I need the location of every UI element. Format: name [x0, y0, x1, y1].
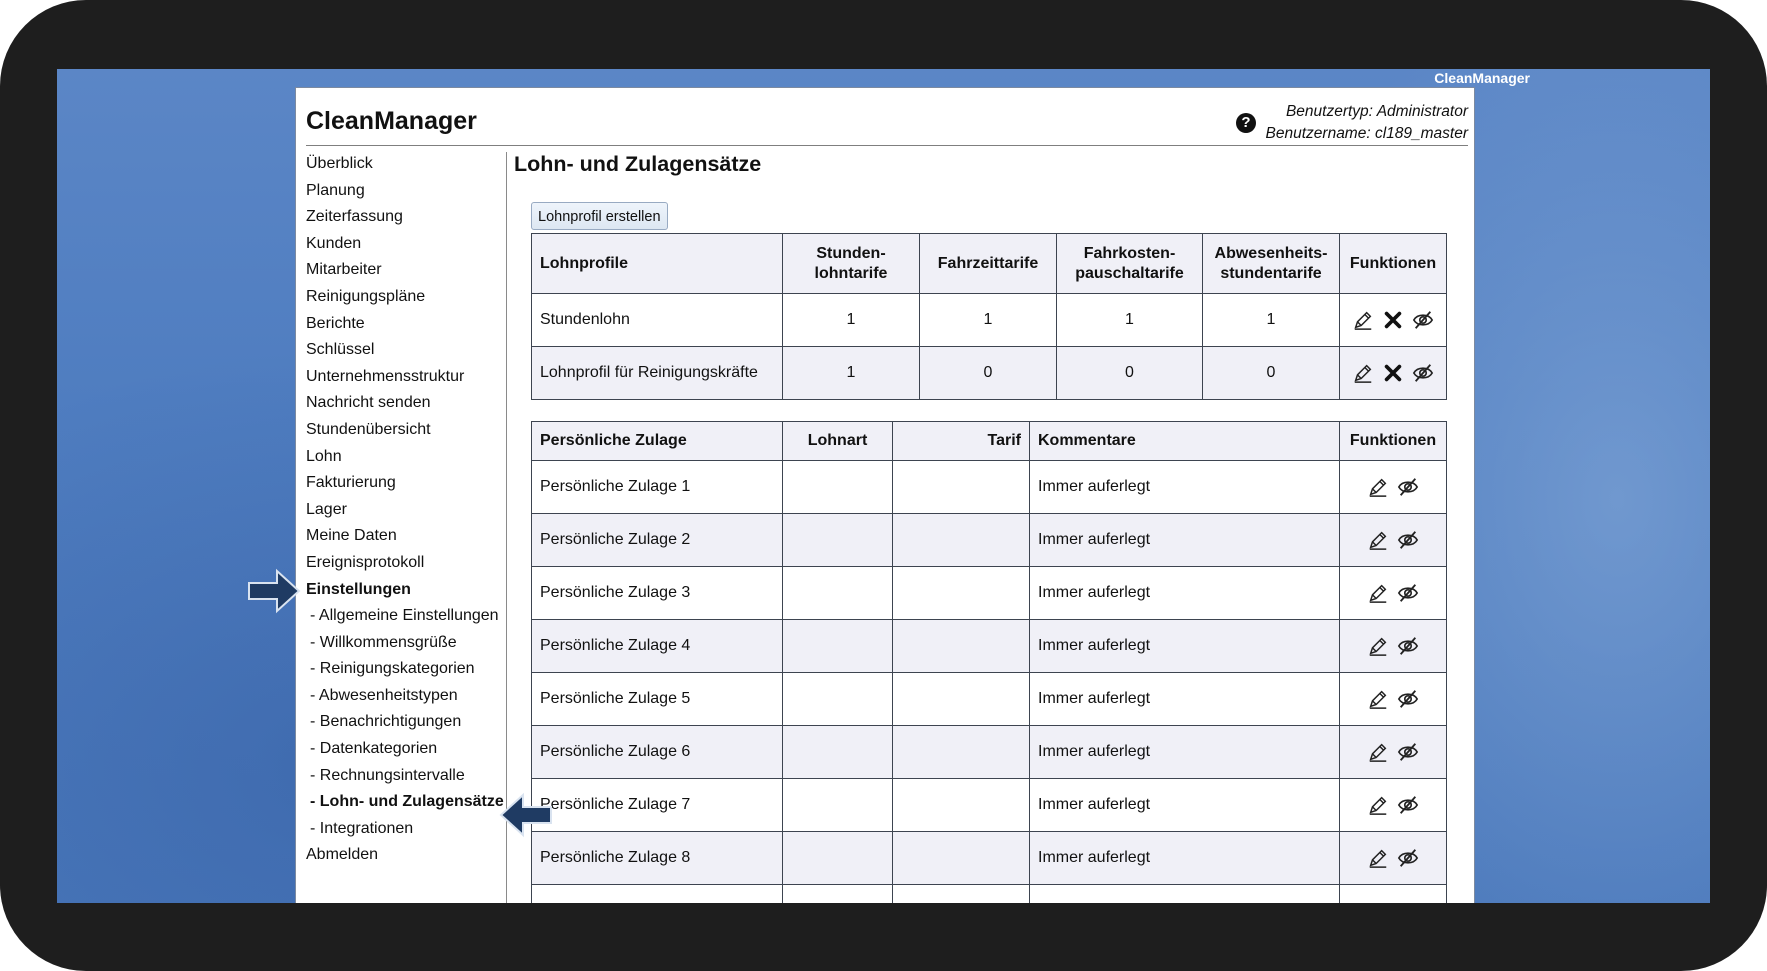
wage-type — [783, 461, 893, 514]
comment: Immer auferlegt — [1030, 726, 1340, 779]
sidebar-item-reinigungsplaene[interactable]: Reinigungspläne — [306, 287, 426, 305]
hourly-rates-count: 1 — [783, 347, 920, 400]
allowance-name: Persönliche Zulage 5 — [532, 673, 783, 726]
rate — [893, 779, 1030, 832]
hide-eye-icon[interactable] — [1397, 529, 1419, 551]
row-functions — [1340, 779, 1447, 832]
app-window — [295, 87, 1475, 903]
row-functions — [1340, 567, 1447, 620]
hourly-rates-count: 1 — [783, 294, 920, 347]
rate — [893, 726, 1030, 779]
comment: Immer auferlegt — [1030, 832, 1340, 885]
hide-eye-icon[interactable] — [1397, 635, 1419, 657]
col-header-lohnart: Lohnart — [783, 422, 893, 461]
sidebar-item-lager[interactable]: Lager — [306, 500, 347, 518]
col-header-fahrkostenpauschaltarife: Fahrkosten- pauschaltarife — [1057, 234, 1203, 294]
sidebar-item-mitarbeiter[interactable]: Mitarbeiter — [306, 261, 382, 279]
rate — [893, 832, 1030, 885]
sidebar-item-berichte[interactable]: Berichte — [306, 314, 365, 332]
wage-type — [783, 673, 893, 726]
sidebar-item-fakturierung[interactable]: Fakturierung — [306, 474, 396, 492]
sidebar-item-abwesenheitstypen[interactable]: - Abwesenheitstypen — [310, 686, 458, 704]
wage-type — [783, 567, 893, 620]
sidebar-item-integrationen[interactable]: - Integrationen — [310, 819, 414, 837]
allowance-name: Persönliche Zulage 7 — [532, 779, 783, 832]
hide-eye-icon[interactable] — [1397, 741, 1419, 763]
col-header-persoenliche-zulage: Persönliche Zulage — [532, 422, 783, 461]
sidebar-item-datenkategorien[interactable]: - Datenkategorien — [310, 740, 438, 758]
wage-type — [783, 832, 893, 885]
sidebar-item-rechnungsintervalle[interactable]: - Rechnungsintervalle — [310, 766, 465, 784]
row-functions — [1340, 832, 1447, 885]
sidebar-item-nachricht-senden[interactable]: Nachricht senden — [306, 394, 431, 412]
hide-eye-icon[interactable] — [1397, 847, 1419, 869]
absence-rates-count: 1 — [1203, 294, 1340, 347]
edit-pencil-icon[interactable] — [1367, 476, 1389, 498]
row-functions — [1340, 620, 1447, 673]
table-row — [532, 832, 1447, 885]
sidebar-item-willkommensgruesse[interactable]: - Willkommensgrüße — [310, 633, 457, 651]
sidebar-item-unternehmensstruktur[interactable]: Unternehmensstruktur — [306, 367, 465, 385]
table-header-row — [532, 234, 1447, 294]
sidebar-item-ueberblick[interactable]: Überblick — [306, 155, 373, 172]
rate — [893, 461, 1030, 514]
col-header-kommentare: Kommentare — [1030, 422, 1340, 461]
sidebar-item-reinigungskategorien[interactable]: - Reinigungskategorien — [310, 660, 475, 678]
comment: Immer auferlegt — [1030, 779, 1340, 832]
sidebar-item-planung[interactable]: Planung — [306, 181, 365, 199]
travel-cost-rates-count: 1 — [1057, 294, 1203, 347]
edit-pencil-icon[interactable] — [1367, 794, 1389, 816]
edit-pencil-icon[interactable] — [1352, 309, 1374, 331]
col-header-funktionen: Funktionen — [1340, 422, 1447, 461]
arrow-left-icon — [497, 791, 553, 839]
rate — [893, 567, 1030, 620]
col-header-lohnprofile: Lohnprofile — [532, 234, 783, 294]
hide-eye-icon[interactable] — [1397, 688, 1419, 710]
row-functions — [1340, 294, 1447, 347]
hide-eye-icon[interactable] — [1397, 582, 1419, 604]
arrow-right-icon — [247, 567, 303, 615]
hide-eye-icon[interactable] — [1412, 362, 1434, 384]
comment: Immer auferlegt — [1030, 461, 1340, 514]
rate — [893, 673, 1030, 726]
hide-eye-icon[interactable] — [1412, 309, 1434, 331]
table-row — [532, 673, 1447, 726]
row-functions — [1340, 461, 1447, 514]
edit-pencil-icon[interactable] — [1352, 362, 1374, 384]
col-header-tarif: Tarif — [893, 422, 1030, 461]
user-info — [1266, 101, 1468, 145]
sidebar-item-abmelden[interactable]: Abmelden — [306, 846, 379, 864]
sidebar-item-lohn-und-zulagensaetze[interactable]: - Lohn- und Zulagensätze — [310, 793, 504, 811]
allowance-name: Persönliche Zulage 6 — [532, 726, 783, 779]
app-title: CleanManager — [306, 107, 477, 135]
wage-type — [783, 514, 893, 567]
row-functions — [1340, 673, 1447, 726]
col-header-fahrzeittarife: Fahrzeittarife — [920, 234, 1057, 294]
sidebar-item-allgemeine-einstellungen[interactable]: - Allgemeine Einstellungen — [310, 607, 499, 625]
allowance-name: Persönliche Zulage 1 — [532, 461, 783, 514]
col-header-funktionen: Funktionen — [1340, 234, 1447, 294]
edit-pencil-icon[interactable] — [1367, 741, 1389, 763]
wage-type — [783, 726, 893, 779]
delete-x-icon[interactable] — [1382, 309, 1404, 331]
wage-type — [783, 620, 893, 673]
table-row — [532, 779, 1447, 832]
delete-x-icon[interactable] — [1382, 362, 1404, 384]
personal-allowances-table — [531, 421, 1447, 903]
row-functions — [1340, 726, 1447, 779]
rate — [893, 620, 1030, 673]
sidebar-item-meine-daten[interactable]: Meine Daten — [306, 527, 397, 545]
sidebar-item-benachrichtigungen[interactable]: - Benachrichtigungen — [310, 713, 462, 731]
allowance-name: Persönliche Zulage 4 — [532, 620, 783, 673]
edit-pencil-icon[interactable] — [1367, 635, 1389, 657]
row-functions — [1340, 347, 1447, 400]
sidebar-item-ereignisprotokoll[interactable]: Ereignisprotokoll — [306, 553, 425, 571]
edit-pencil-icon[interactable] — [1367, 688, 1389, 710]
table-row — [532, 567, 1447, 620]
absence-rates-count: 0 — [1203, 347, 1340, 400]
table-row-partial — [532, 885, 1447, 904]
comment: Immer auferlegt — [1030, 620, 1340, 673]
sidebar-item-kunden[interactable]: Kunden — [306, 234, 362, 252]
table-row — [532, 461, 1447, 514]
profile-name: Stundenlohn — [532, 294, 783, 347]
table-row — [532, 294, 1447, 347]
travel-cost-rates-count: 0 — [1057, 347, 1203, 400]
rate — [893, 514, 1030, 567]
edit-pencil-icon[interactable] — [1367, 582, 1389, 604]
table-row — [532, 347, 1447, 400]
create-wage-profile-button[interactable]: Lohnprofil erstellen — [531, 202, 668, 230]
comment: Immer auferlegt — [1030, 673, 1340, 726]
hide-eye-icon[interactable] — [1397, 476, 1419, 498]
col-header-abwesenheitsstundentarife: Abwesenheits- stundentarife — [1203, 234, 1340, 294]
profile-name: Lohnprofil für Reinigungskräfte — [532, 347, 783, 400]
page-title: Lohn- und Zulagensätze — [514, 152, 762, 176]
comment: Immer auferlegt — [1030, 567, 1340, 620]
hide-eye-icon[interactable] — [1397, 794, 1419, 816]
edit-pencil-icon[interactable] — [1367, 847, 1389, 869]
desktop-screen — [57, 69, 1710, 903]
table-row — [532, 620, 1447, 673]
sidebar-nav — [306, 151, 506, 869]
comment: Immer auferlegt — [1030, 514, 1340, 567]
allowance-name: Persönliche Zulage 3 — [532, 567, 783, 620]
help-icon[interactable]: ? — [1236, 113, 1256, 133]
user-type: Benutzertyp: Administrator — [1285, 103, 1468, 120]
allowance-name: Persönliche Zulage 2 — [532, 514, 783, 567]
header-divider — [306, 145, 1468, 146]
sidebar-item-stundenuebersicht[interactable]: Stundenübersicht — [306, 420, 431, 438]
window-title: CleanManager — [1434, 70, 1530, 86]
sidebar-item-zeiterfassung[interactable]: Zeiterfassung — [306, 208, 403, 226]
wage-type — [783, 779, 893, 832]
allowance-name: Persönliche Zulage 8 — [532, 832, 783, 885]
row-functions — [1340, 514, 1447, 567]
travel-time-rates-count: 0 — [920, 347, 1057, 400]
table-row — [532, 514, 1447, 567]
col-header-stundenlohntarife: Stunden- lohntarife — [783, 234, 920, 294]
sidebar-item-lohn[interactable]: Lohn — [306, 447, 342, 465]
travel-time-rates-count: 1 — [920, 294, 1057, 347]
wage-profiles-table — [531, 233, 1447, 400]
edit-pencil-icon[interactable] — [1367, 529, 1389, 551]
sidebar-item-schluessel[interactable]: Schlüssel — [306, 341, 375, 359]
table-header-row — [532, 422, 1447, 461]
table-row — [532, 726, 1447, 779]
sidebar-item-einstellungen[interactable]: Einstellungen — [306, 580, 411, 598]
user-name: Benutzername: cl189_master — [1265, 125, 1468, 142]
